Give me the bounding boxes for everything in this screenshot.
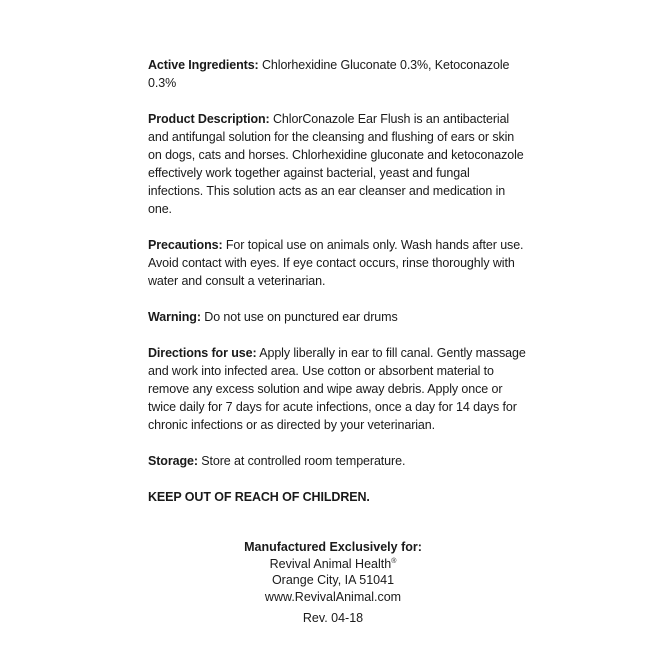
warning-heading: Warning: — [148, 310, 201, 324]
directions-section — [148, 344, 528, 434]
precautions-heading: Precautions: — [148, 238, 223, 252]
active-ingredients-text: Chlorhexidine Gluconate 0.3%, Ketoconazole 0.3% — [148, 58, 510, 90]
directions-heading: Directions for use: — [148, 346, 257, 360]
manufacturer-block — [0, 539, 650, 627]
product-description-text: ChlorConazole Ear Flush is an antibacterial and antifungal solution for the cleansing and flushing of ears or skin on dogs, cats and horses. Chlorhexidine gluconate and ketoconazole effectively work together against bacterial, yeast and fungal infections. This solution acts as an ear cleanser and medication in one. — [148, 112, 524, 216]
manufacturer-company — [0, 556, 650, 573]
manufacturer-heading: Manufactured Exclusively for: — [244, 540, 422, 554]
manufacturer-website: www.RevivalAnimal.com — [264, 589, 402, 604]
storage-heading: Storage: — [148, 454, 198, 468]
company-name: Revival Animal Health — [269, 556, 392, 571]
storage-section — [148, 452, 528, 470]
active-ingredients-section — [148, 56, 528, 92]
revision-number: Rev. 04-18 — [302, 611, 364, 625]
registered-mark: ® — [391, 557, 397, 565]
warning-section — [148, 308, 528, 326]
precautions-text: For topical use on animals only. Wash hands after use. Avoid contact with eyes. If eye contact occurs, rinse thoroughly with water and consult a veterinarian. — [148, 238, 524, 288]
manufacturer-city: Orange City, IA 51041 — [271, 573, 395, 587]
warning-text: Do not use on punctured ear drums — [200, 310, 398, 324]
product-description-heading: Product Description: — [148, 112, 270, 126]
keep-out-warning: KEEP OUT OF REACH OF CHILDREN. — [148, 490, 370, 504]
label-text-block — [148, 56, 528, 524]
active-ingredients-heading: Active Ingredients: — [148, 58, 259, 72]
storage-text: Store at controlled room temperature. — [197, 454, 406, 468]
precautions-section — [148, 236, 528, 290]
directions-text: Apply liberally in ear to fill canal. Gently massage and work into infected area. Use cotton or absorbent material to remove any excess solution and wipe away debris. Apply once or twice daily for 7 days for acute infections, once a day for 14 days for chronic infections or as directed by your veterinarian. — [148, 346, 526, 432]
product-description-section — [148, 110, 528, 218]
